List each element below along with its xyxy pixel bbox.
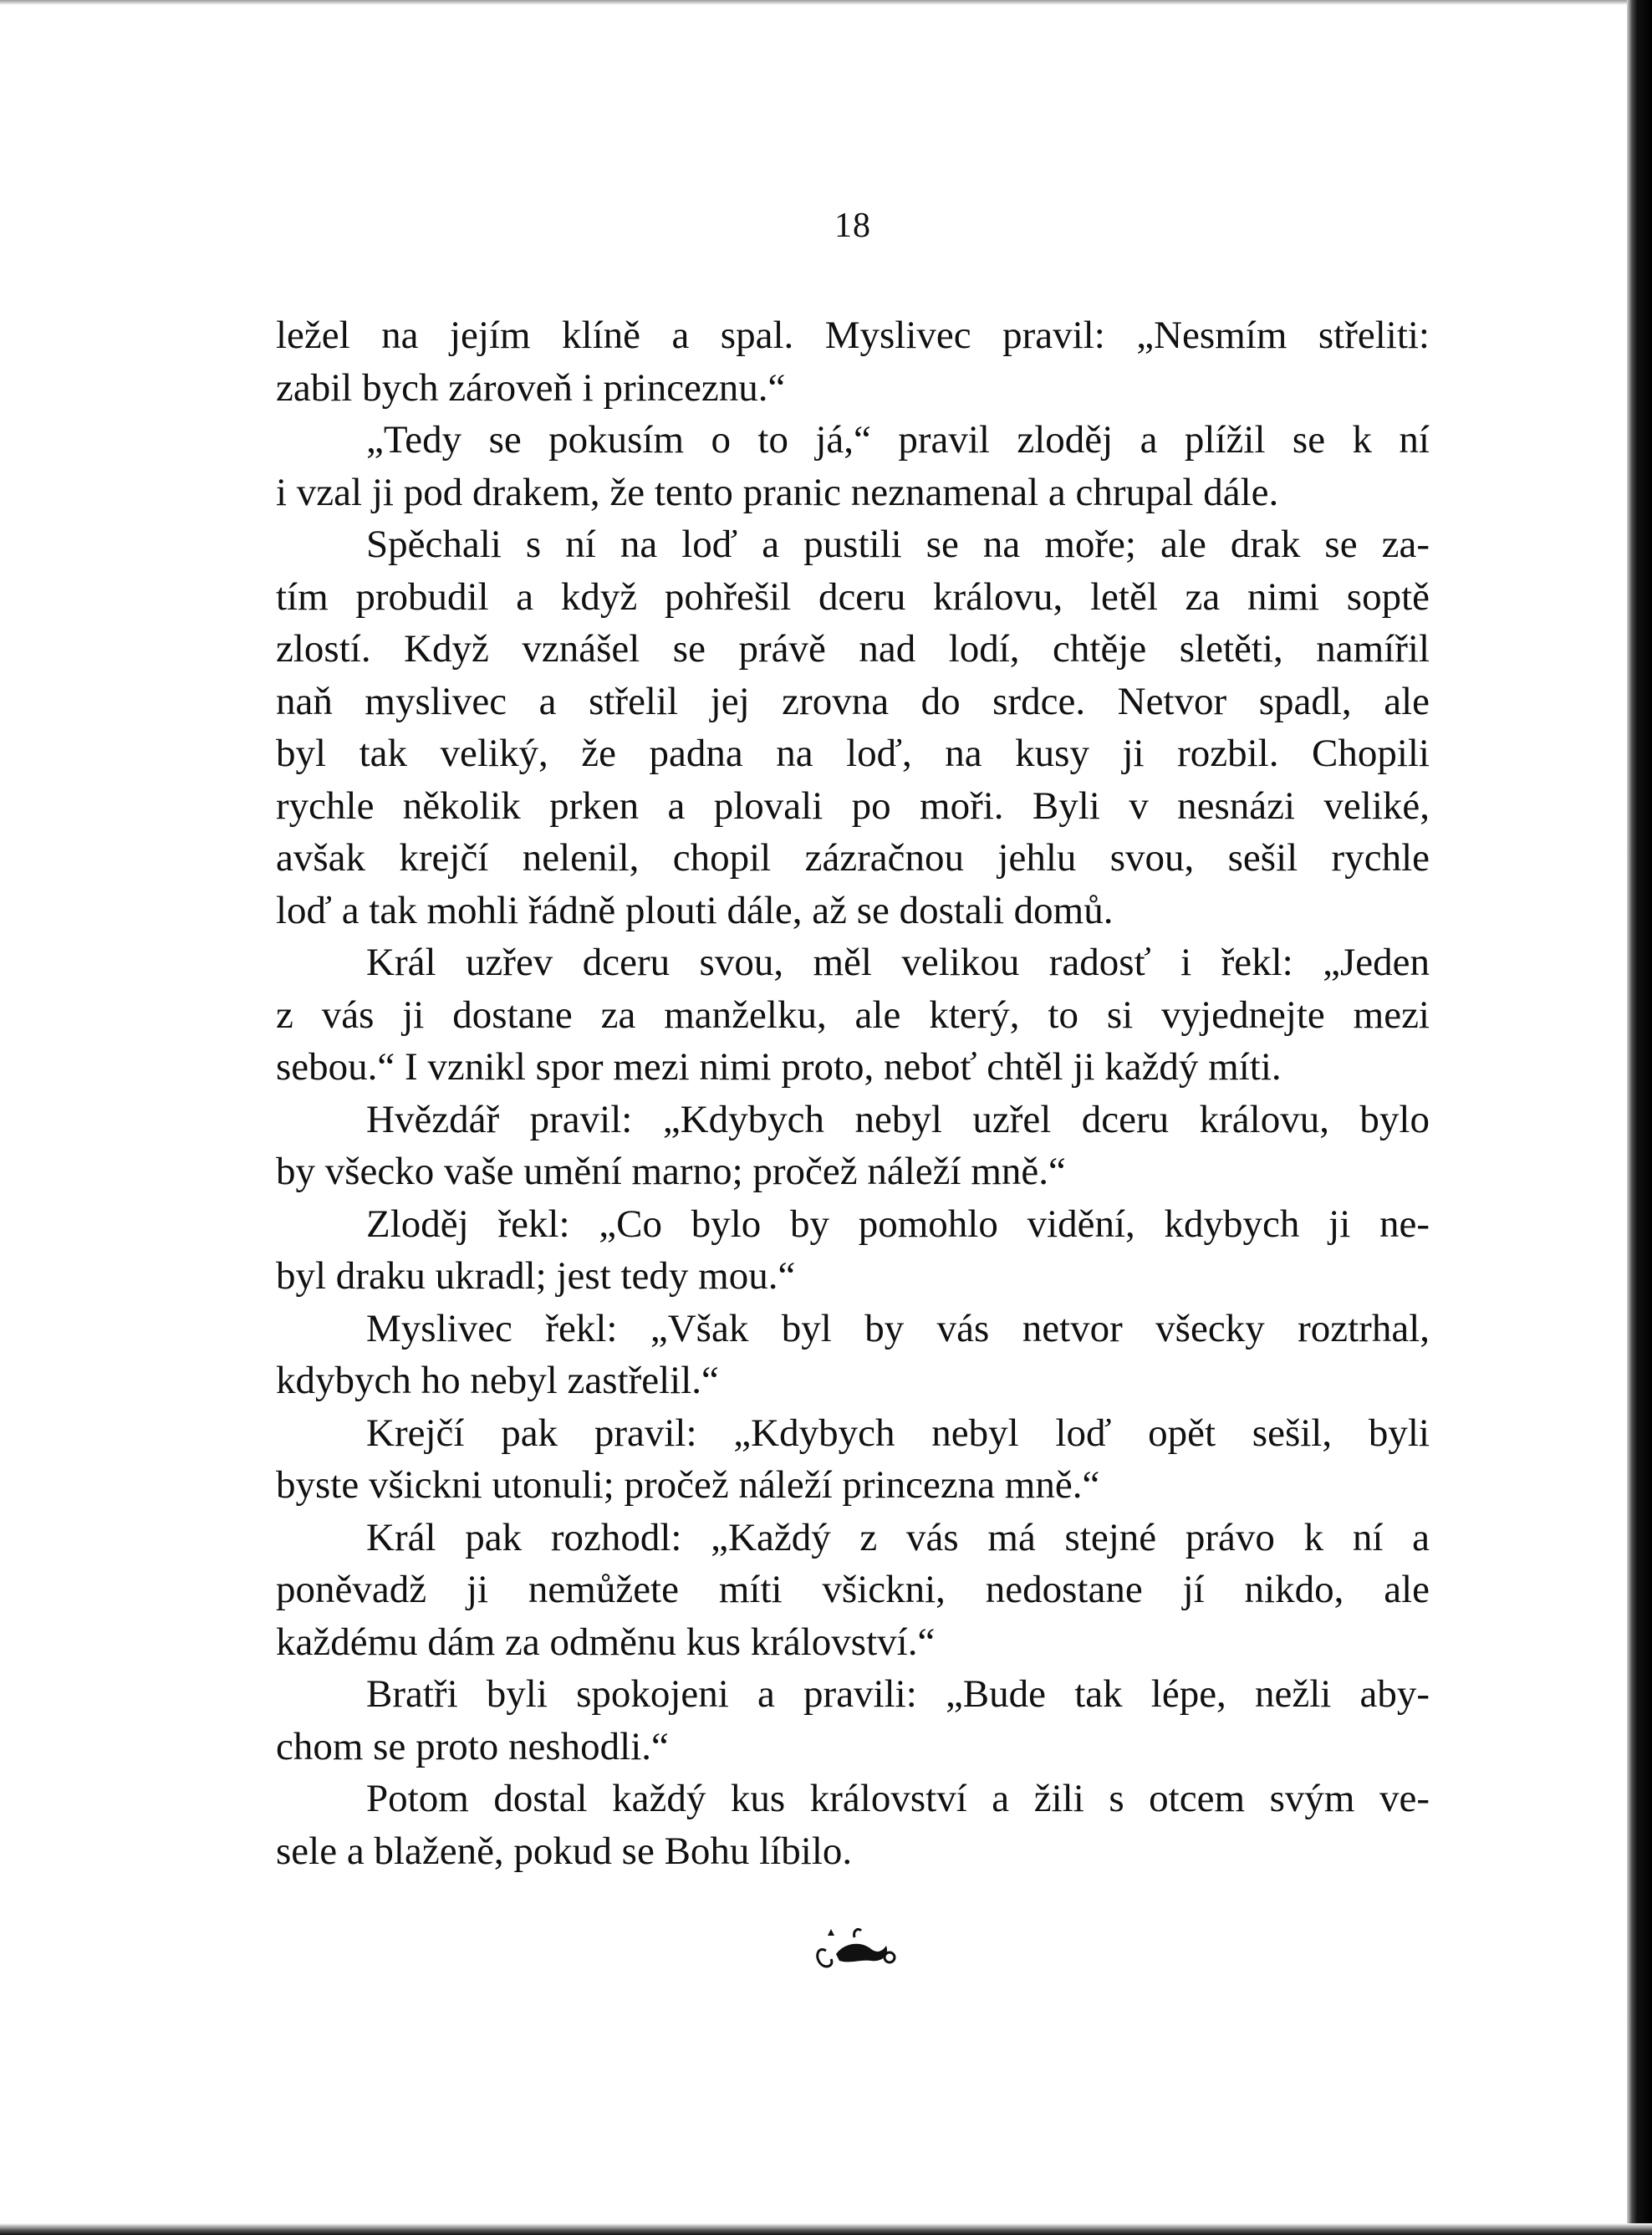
text-line: i vzal ji pod drakem, že tento pranic neznamenal a chrupal dále. bbox=[276, 470, 1279, 514]
text-line: Král pak rozhodl: „Každý z vás má stejné právo k ní a bbox=[366, 1515, 1430, 1559]
text-line: tím probudil a když pohřešil dceru královu, letěl za nimi soptě bbox=[276, 574, 1430, 619]
text-line: kdybych ho nebyl zastřelil.“ bbox=[276, 1359, 719, 1402]
scan-border-bottom bbox=[0, 2223, 1652, 2235]
text-line: rychle několik prken a plovali po moři. Byli v nesnázi veliké, bbox=[276, 783, 1430, 828]
text-line: by všecko vaše umění marno; pročež náleží mně.“ bbox=[276, 1150, 1066, 1193]
text-line: Krejčí pak pravil: „Kdybych nebyl loď opět sešil, byli bbox=[366, 1411, 1430, 1455]
text-line: z vás ji dostane za manželku, ale který, to si vyjednejte mezi bbox=[276, 992, 1430, 1037]
text-line: Zloděj řekl: „Co bylo by pomohlo vidění, kdybych ji ne- bbox=[366, 1202, 1430, 1246]
text-line: loď a tak mohli řádně plouti dále, až se dostali domů. bbox=[276, 888, 1114, 932]
tailpiece-ornament bbox=[276, 1917, 1430, 1976]
tailpiece-ornament-icon bbox=[803, 1917, 903, 1976]
scan-border-right bbox=[1627, 0, 1652, 2235]
scan-border-top bbox=[0, 0, 1652, 5]
book-page bbox=[276, 201, 1430, 1976]
page-text bbox=[276, 309, 1430, 1877]
text-line: Hvězdář pravil: „Kdybych nebyl uzřel dceru královu, bylo bbox=[366, 1097, 1430, 1141]
text-line: zlostí. Když vznášel se právě nad lodí, chtěje sletěti, namířil bbox=[276, 627, 1430, 671]
text-line: sebou.“ I vznikl spor mezi nimi proto, neboť chtěl ji každý míti. bbox=[276, 1045, 1282, 1089]
text-line: sele a blaženě, pokud se Bohu líbilo. bbox=[276, 1829, 853, 1873]
text-line: byl tak veliký, že padna na loď, na kusy ji rozbil. Chopili bbox=[276, 732, 1430, 775]
text-line: poněvadž ji nemůžete míti všickni, nedostane jí nikdo, ale bbox=[276, 1568, 1430, 1611]
text-line: Bratři byli spokojeni a pravili: „Bude tak lépe, nežli aby- bbox=[366, 1672, 1430, 1716]
page-number: 18 bbox=[834, 207, 871, 245]
text-line: zabil bych zároveň i princeznu.“ bbox=[276, 365, 786, 410]
text-line: Myslivec řekl: „Však byl by vás netvor všecky roztrhal, bbox=[366, 1306, 1430, 1350]
text-line: ležel na jejím klíně a spal. Myslivec pravil: „Nesmím střeliti: bbox=[276, 314, 1430, 357]
text-line: Potom dostal každý kus království a žili s otcem svým ve- bbox=[366, 1777, 1430, 1820]
text-line: Spěchali s ní na loď a pustili se na moře; ale drak se za- bbox=[366, 523, 1430, 566]
text-line: chom se proto neshodli.“ bbox=[276, 1724, 669, 1768]
text-line: naň myslivec a střelil jej zrovna do srdce. Netvor spadl, ale bbox=[276, 679, 1430, 723]
text-line: Král uzřev dceru svou, měl velikou radosť i řekl: „Jeden bbox=[366, 941, 1430, 984]
text-line: byl draku ukradl; jest tedy mou.“ bbox=[276, 1254, 796, 1298]
text-line: byste všickni utonuli; pročež náleží princezna mně.“ bbox=[276, 1463, 1100, 1507]
text-line: „Tedy se pokusím o to já,“ pravil zloděj a plížil se k ní bbox=[366, 418, 1430, 462]
text-line: každému dám za odměnu kus království.“ bbox=[276, 1620, 936, 1664]
text-line: avšak krejčí nelenil, chopil zázračnou jehlu svou, sešil rychle bbox=[276, 836, 1430, 880]
